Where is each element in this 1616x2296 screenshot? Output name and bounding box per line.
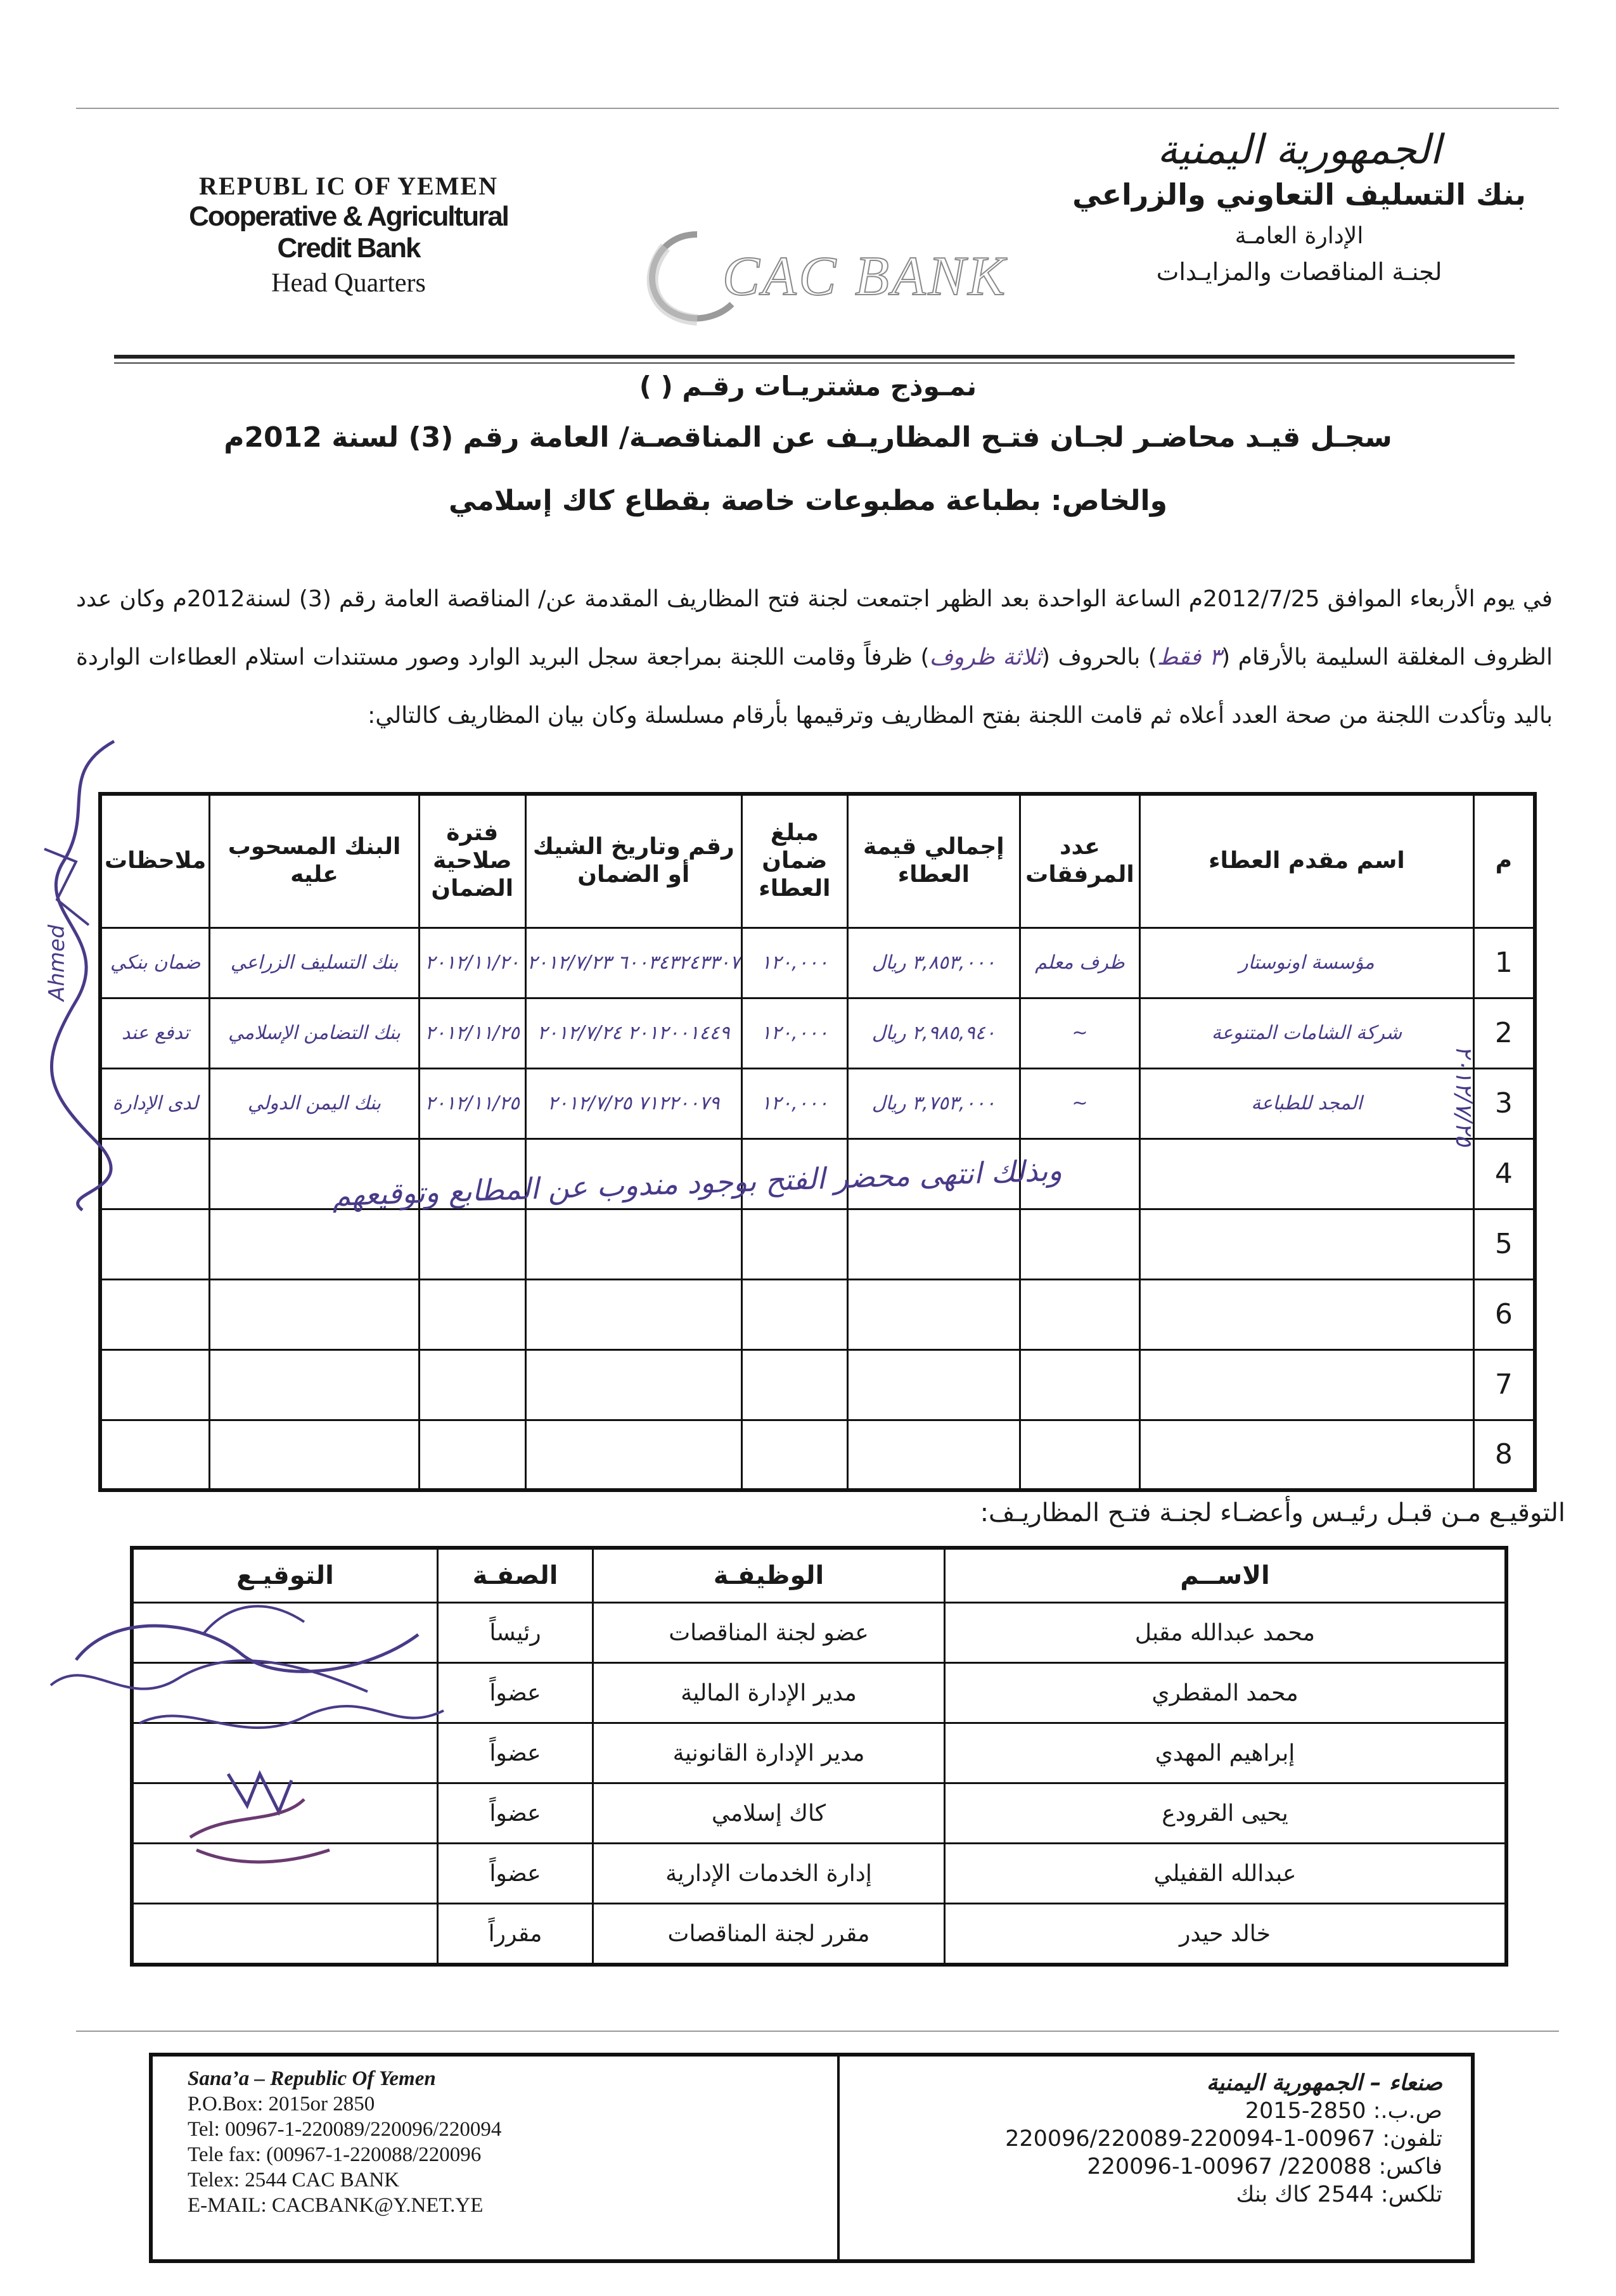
col-notes: ملاحظات (100, 794, 210, 928)
member-job: مدير الإدارة القانونية (593, 1723, 945, 1783)
footer-email: E-MAIL: CACBANK@Y.NET.YE (188, 2194, 484, 2217)
english-letterhead (152, 171, 545, 298)
total-value: ٣,٨٥٣,٠٠٠ ريال (848, 928, 1020, 998)
attachments: ~ (1020, 998, 1140, 1068)
member-role: عضواً (438, 1844, 593, 1904)
member-role: مقرراً (438, 1904, 593, 1965)
handwritten-count-digits: ٣ فقط (1157, 644, 1222, 670)
guarantee-amount: ١٢٠,٠٠٠ (741, 998, 847, 1068)
signature-caption: التوقيـع مـن قبـل رئيـس وأعضـاء لجنـة فتـح المظاريـف: (980, 1498, 1565, 1527)
attachments: ~ (1020, 1068, 1140, 1138)
paragraph-part-2: ) بالحروف ( (1041, 644, 1157, 670)
handwritten-count-words: ثلاثة ظروف (929, 644, 1042, 670)
guarantee-validity: ٢٠١٢/١١/٢٥ (419, 1068, 525, 1138)
register-title: سجـل قيـد محاضـر لجـان فتـح المظاريـف عن المناقصـة/ العامة رقم (3) لسنة 2012م (224, 421, 1392, 454)
letterhead-hq-ar: الإدارة العامـة (1234, 223, 1364, 249)
header-rule-thin (114, 362, 1515, 364)
letterhead-country: REPUBL IC OF YEMEN (199, 172, 498, 200)
col-signature: التوقيـع (132, 1548, 438, 1603)
footer-divider (837, 2057, 840, 2259)
footer-telex: Telex: 2544 CAC BANK (188, 2169, 400, 2191)
row-number: 4 (1473, 1138, 1535, 1209)
col-attachments: عدد المرفقات (1020, 794, 1140, 928)
cheque-number-date: ٦٠٠٣٤٣٢٤٣٣٠٧ ٢٠١٢/٧/٢٣ (525, 928, 741, 998)
minutes-paragraph (76, 570, 1553, 745)
letterhead-hq: Head Quarters (271, 269, 426, 298)
tender-subject-title: والخاص: بطباعة مطبوعات خاصة بقطاع كاك إسلامي (449, 485, 1167, 517)
guarantee-amount: ١٢٠,٠٠٠ (741, 1068, 847, 1138)
guarantee-amount: ١٢٠,٠٠٠ (741, 928, 847, 998)
table-row (100, 1349, 1535, 1420)
bidder-name: مؤسسة اونوستار (1140, 928, 1473, 998)
footer-city-ar: صنعاء – الجمهورية اليمنية (1206, 2070, 1442, 2096)
handwritten-closing-note: وبذلك انتهى محضر الفتح بوجود مندوب عن المطابع وتوقيعهم (331, 1152, 1063, 1213)
row-number: 3 (1473, 1068, 1535, 1138)
margin-date-note: ٢٠١٢/٧/٢٥ (1451, 1045, 1477, 1147)
cacbank-logo (627, 209, 1008, 336)
letterhead-bank-name: Cooperative & Agricultural (189, 201, 508, 232)
member-job: عضو لجنة المناقصات (593, 1603, 945, 1663)
col-role: الصفـة (438, 1548, 593, 1603)
col-total-value: إجمالي قيمة العطاء (848, 794, 1020, 928)
bidder-name: المجد للطباعة (1140, 1068, 1473, 1138)
footer-arabic (872, 2069, 1442, 2209)
table-row (100, 1420, 1535, 1490)
letterhead-bank-name-2: Credit Bank (277, 233, 420, 264)
table-row (100, 1279, 1535, 1349)
footer-fax-ar: فاكس: 220088/ 00967-1-220096 (1087, 2154, 1442, 2179)
drawee-bank: بنك التسليف الزراعي (210, 928, 419, 998)
row-number: 2 (1473, 998, 1535, 1068)
member-name: محمد المقطري (945, 1663, 1507, 1723)
cheque-number-date: ٧١٢٢٠٠٧٩ ٢٠١٢/٧/٢٥ (525, 1068, 741, 1138)
member-name: خالد حيدر (945, 1904, 1507, 1965)
col-name: الاســم (945, 1548, 1507, 1603)
guarantee-validity: ٢٠١٢/١١/٢٥ (419, 998, 525, 1068)
guarantee-validity: ٢٠١٢/١١/٢٠ (419, 928, 525, 998)
letterhead-country-ar: الجمهورية اليمنية (1157, 127, 1442, 174)
paragraph-part-1: في يوم الأربعاء الموافق 2012/7/25م الساعة الواحدة بعد الظهر اجتمعت لجنة فتح المظاريف المقدمة عن/ المناقصة العامة رقم (3) لسنة2012م وكان عدد الظروف المغلقة السليمة بالأرقام ( (76, 586, 1553, 670)
table-row (100, 1068, 1535, 1138)
notes: ضمان بنكي (100, 928, 210, 998)
col-guarantee-validity: فترة صلاحية الضمان (419, 794, 525, 928)
row-number: 6 (1473, 1279, 1535, 1349)
member-name: عبدالله القفيلي (945, 1844, 1507, 1904)
member-job: كاك إسلامي (593, 1783, 945, 1844)
header-rule (114, 355, 1515, 359)
letterhead-bank-name-ar: بنك التسليف التعاوني والزراعي (1072, 177, 1526, 212)
member-role: عضواً (438, 1783, 593, 1844)
footer-english (188, 2066, 501, 2218)
bids-table-header (100, 794, 1535, 928)
col-cheque-number-date: رقم وتاريخ الشيك أو الضمان (525, 794, 741, 928)
footer-contact-box (149, 2053, 1475, 2263)
col-guarantee-amount: مبلغ ضمان العطاء (741, 794, 847, 928)
handwritten-signatures (38, 1584, 494, 1951)
member-name: محمد عبدالله مقبل (945, 1603, 1507, 1663)
member-name: إبراهيم المهدي (945, 1723, 1507, 1783)
table-row (100, 928, 1535, 998)
drawee-bank: بنك التضامن الإسلامي (210, 998, 419, 1068)
margin-left-note: Ahmed (44, 924, 70, 1001)
table-row (100, 998, 1535, 1068)
footer-pobox: P.O.Box: 2015or 2850 (188, 2093, 375, 2115)
col-serial: م (1473, 794, 1535, 928)
logo-wordmark: CAC BANK (722, 246, 1008, 307)
member-role: عضواً (438, 1663, 593, 1723)
attachments: ظرف معلم (1020, 928, 1140, 998)
cheque-number-date: ٢٠١٢٠٠١٤٤٩ ٢٠١٢/٧/٢٤ (525, 998, 741, 1068)
col-bidder-name: اسم مقدم العطاء (1140, 794, 1473, 928)
letterhead-committee-ar: لجنـة المناقصات والمزايـدات (1156, 258, 1442, 286)
member-job: مقرر لجنة المناقصات (593, 1904, 945, 1965)
row-number: 8 (1473, 1420, 1535, 1490)
arabic-letterhead (1071, 127, 1527, 286)
member-job: إدارة الخدمات الإدارية (593, 1844, 945, 1904)
notes: تدفع عند (100, 998, 210, 1068)
row-number: 7 (1473, 1349, 1535, 1420)
member-role: رئيساً (438, 1603, 593, 1663)
member-job: مدير الإدارة المالية (593, 1663, 945, 1723)
total-value: ٢,٩٨٥,٩٤٠ ريال (848, 998, 1020, 1068)
form-number-title: نمـوذج مشتريـات رقـم ( ) (639, 371, 977, 402)
paragraph-part-3: ) ظرفاً وقامت اللجنة بمراجعة سجل البريد الوارد وصور مستندات استلام العطاءات الواردة باليد وتأكدت اللجنة من صحة العدد أعلاه ثم قامت اللجنة بفتح المظاريف وترقيمها بأرقام مسلسلة وكان بيان المظاريف كالتالي: (76, 644, 1553, 729)
row-number: 5 (1473, 1209, 1535, 1279)
table-row (100, 1209, 1535, 1279)
footer-pobox-ar: ص.ب.: 2850-2015 (1245, 2098, 1442, 2124)
row-number: 1 (1473, 928, 1535, 998)
footer-rule (76, 2031, 1559, 2032)
footer-fax: Tele fax: (00967-1-220088/220096 (188, 2143, 482, 2166)
col-job: الوظيفـة (593, 1548, 945, 1603)
footer-telex-ar: تلكس: 2544 كاك بنك (1236, 2182, 1442, 2207)
footer-tel: Tel: 00967-1-220089/220096/220094 (188, 2118, 502, 2141)
col-drawee-bank: البنك المسحوب عليه (210, 794, 419, 928)
footer-city: Sana’a – Republic Of Yemen (188, 2067, 436, 2090)
member-role: عضواً (438, 1723, 593, 1783)
member-name: يحيى القرودع (945, 1783, 1507, 1844)
notes: لدى الإدارة (100, 1068, 210, 1138)
bidder-name: شركة الشامات المتنوعة (1140, 998, 1473, 1068)
total-value: ٣,٧٥٣,٠٠٠ ريال (848, 1068, 1020, 1138)
top-rule (76, 108, 1559, 109)
drawee-bank: بنك اليمن الدولي (210, 1068, 419, 1138)
footer-tel-ar: تلفون: 00967-1-220094-220096/220089 (1005, 2126, 1442, 2152)
margin-scribble (19, 735, 158, 1216)
bids-table (98, 792, 1537, 1492)
